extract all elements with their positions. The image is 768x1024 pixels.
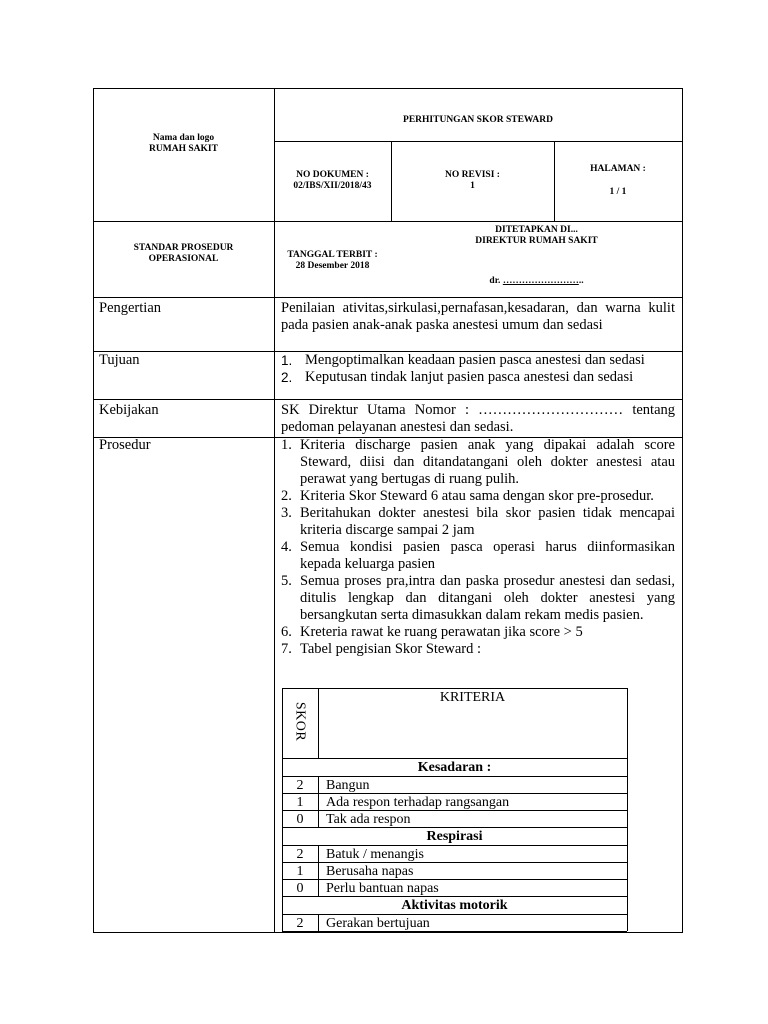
row-score: 2 — [296, 847, 304, 862]
row-criteria: Tak ada respon — [326, 812, 411, 827]
revision-label: NO REVISI : — [445, 170, 500, 180]
row-criteria: Batuk / menangis — [326, 847, 424, 862]
prosedur-item: 4. Semua kondisi pasien pasca operasi harus diinformasikan kepada keluarga pasien — [281, 539, 675, 572]
row-criteria: Berusaha napas — [326, 864, 414, 879]
approval-line1: DITETAPKAN DI... — [495, 225, 578, 235]
row-score: 1 — [296, 864, 304, 879]
row-score: 0 — [296, 812, 304, 827]
signature-line: dr. …………………….. — [489, 276, 584, 286]
prosedur-item-text: Kreteria rawat ke ruang perawatan jika score > 5 — [300, 624, 583, 640]
hospital-label-line2: RUMAH SAKIT — [149, 144, 218, 154]
sop-line1: STANDAR PROSEDUR — [133, 243, 234, 253]
row-score: 2 — [296, 778, 304, 793]
prosedur-item: 3. Beritahukan dokter anestesi bila skor pasien tidak mencapai kriteria discarge sampai 2 jam — [281, 505, 675, 538]
label-kebijakan: Kebijakan — [99, 402, 159, 418]
document-number-value: 02/IBS/XII/2018/43 — [293, 181, 372, 191]
group-title-respirasi: Respirasi — [426, 829, 483, 844]
tujuan-list — [281, 352, 675, 386]
page-label: HALAMAN : — [590, 164, 646, 174]
prosedur-item: 6. Kreteria rawat ke ruang perawatan jika score > 5 — [281, 624, 583, 640]
revision-value: 1 — [470, 181, 475, 191]
row-criteria: Gerakan bertujuan — [326, 916, 430, 931]
hospital-name-logo — [93, 133, 274, 155]
criteria-column-header: KRITERIA — [439, 690, 506, 705]
row-score: 1 — [296, 795, 304, 810]
tujuan-item: 1. Mengoptimalkan keadaan pasien pasca anestesi dan sedasi — [281, 352, 645, 368]
label-tujuan: Tujuan — [99, 352, 140, 368]
approval-line2: DIREKTUR RUMAH SAKIT — [475, 236, 598, 246]
sop-line2: OPERASIONAL — [148, 254, 219, 264]
tujuan-item-text: Keputusan tindak lanjut pasien pasca anestesi dan sedasi — [305, 369, 634, 385]
prosedur-item-text: Kriteria Skor Steward 6 atau sama dengan skor pre-prosedur. — [300, 488, 654, 504]
sop-label — [93, 243, 274, 265]
revision-number — [391, 170, 554, 192]
prosedur-item-text: Tabel pengisian Skor Steward : — [300, 641, 482, 657]
issue-date-value: 28 Desember 2018 — [295, 261, 370, 271]
row-score: 0 — [296, 881, 304, 896]
issue-date — [274, 250, 391, 272]
prosedur-item: 5. Semua proses pra,intra dan paska prosedur anestesi dan sedasi, ditulis lengkap dan ditangani oleh dokter anestesi yang bersangkutan serta dimasukkan dalam rekam medis pasien. — [281, 573, 675, 623]
prosedur-item: 1. Kriteria discharge pasien anak yang dipakai adalah score Steward, diisi dan ditandatangani oleh dokter anestesi atau perawat yang bertugas di ruang pulih. — [281, 437, 675, 487]
prosedur-item-text: Semua kondisi pasien pasca operasi harus diinformasikan kepada keluarga pasien — [300, 539, 675, 572]
hospital-label-line1: Nama dan logo — [152, 133, 215, 143]
pengertian-text: Penilaian ativitas,sirkulasi,pernafasan,kesadaran, dan warna kulit pada pasien anak-anak paska anestesi umum dan sedasi — [281, 300, 675, 333]
group-title-aktivitas-motorik: Aktivitas motorik — [401, 898, 508, 913]
prosedur-item-text: Beritahukan dokter anestesi bila skor pasien tidak mencapai kriteria discarge sampai 2 jam — [300, 505, 675, 538]
prosedur-item-text: Kriteria discharge pasien anak yang dipakai adalah score Steward, diisi dan ditandatangani oleh dokter anestesi atau perawat yang bertugas di ruang pulih. — [300, 437, 675, 487]
approval-block — [391, 225, 682, 287]
prosedur-list — [275, 437, 675, 658]
prosedur-item: 2. Kriteria Skor Steward 6 atau sama dengan skor pre-prosedur. — [281, 488, 654, 504]
label-pengertian: Pengertian — [99, 300, 162, 316]
row-score: 2 — [296, 916, 304, 931]
tujuan-item: 2. Keputusan tindak lanjut pasien pasca anestesi dan sedasi — [281, 369, 634, 385]
page-value: 1 / 1 — [609, 187, 627, 197]
signature-dots: …………………… — [502, 276, 579, 286]
document-number-label: NO DOKUMEN : — [296, 170, 369, 180]
document-number — [274, 170, 391, 192]
document-title: PERHITUNGAN SKOR STEWARD — [403, 115, 553, 125]
row-criteria: Bangun — [326, 778, 370, 793]
tujuan-item-text: Mengoptimalkan keadaan pasien pasca anestesi dan sedasi — [305, 352, 645, 368]
row-criteria: Perlu bantuan napas — [326, 881, 439, 896]
score-column-header: SKOR — [292, 701, 308, 742]
row-criteria: Ada respon terhadap rangsangan — [326, 795, 510, 810]
issue-date-label: TANGGAL TERBIT : — [287, 250, 378, 260]
signature-prefix: dr. — [489, 276, 501, 286]
page-number — [554, 164, 682, 198]
label-prosedur: Prosedur — [99, 437, 151, 453]
prosedur-item: 7. Tabel pengisian Skor Steward : — [281, 641, 482, 657]
group-title-kesadaran: Kesadaran : — [417, 760, 492, 775]
kebijakan-text: SK Direktur Utama Nomor : ………………………… tentang pedoman pelayanan anestesi dan sedasi. — [281, 402, 675, 435]
prosedur-item-text: Semua proses pra,intra dan paska prosedur anestesi dan sedasi, ditulis lengkap dan ditangani oleh dokter anestesi yang bersangkutan serta dimasukkan dalam rekam medis pasien. — [300, 573, 675, 623]
